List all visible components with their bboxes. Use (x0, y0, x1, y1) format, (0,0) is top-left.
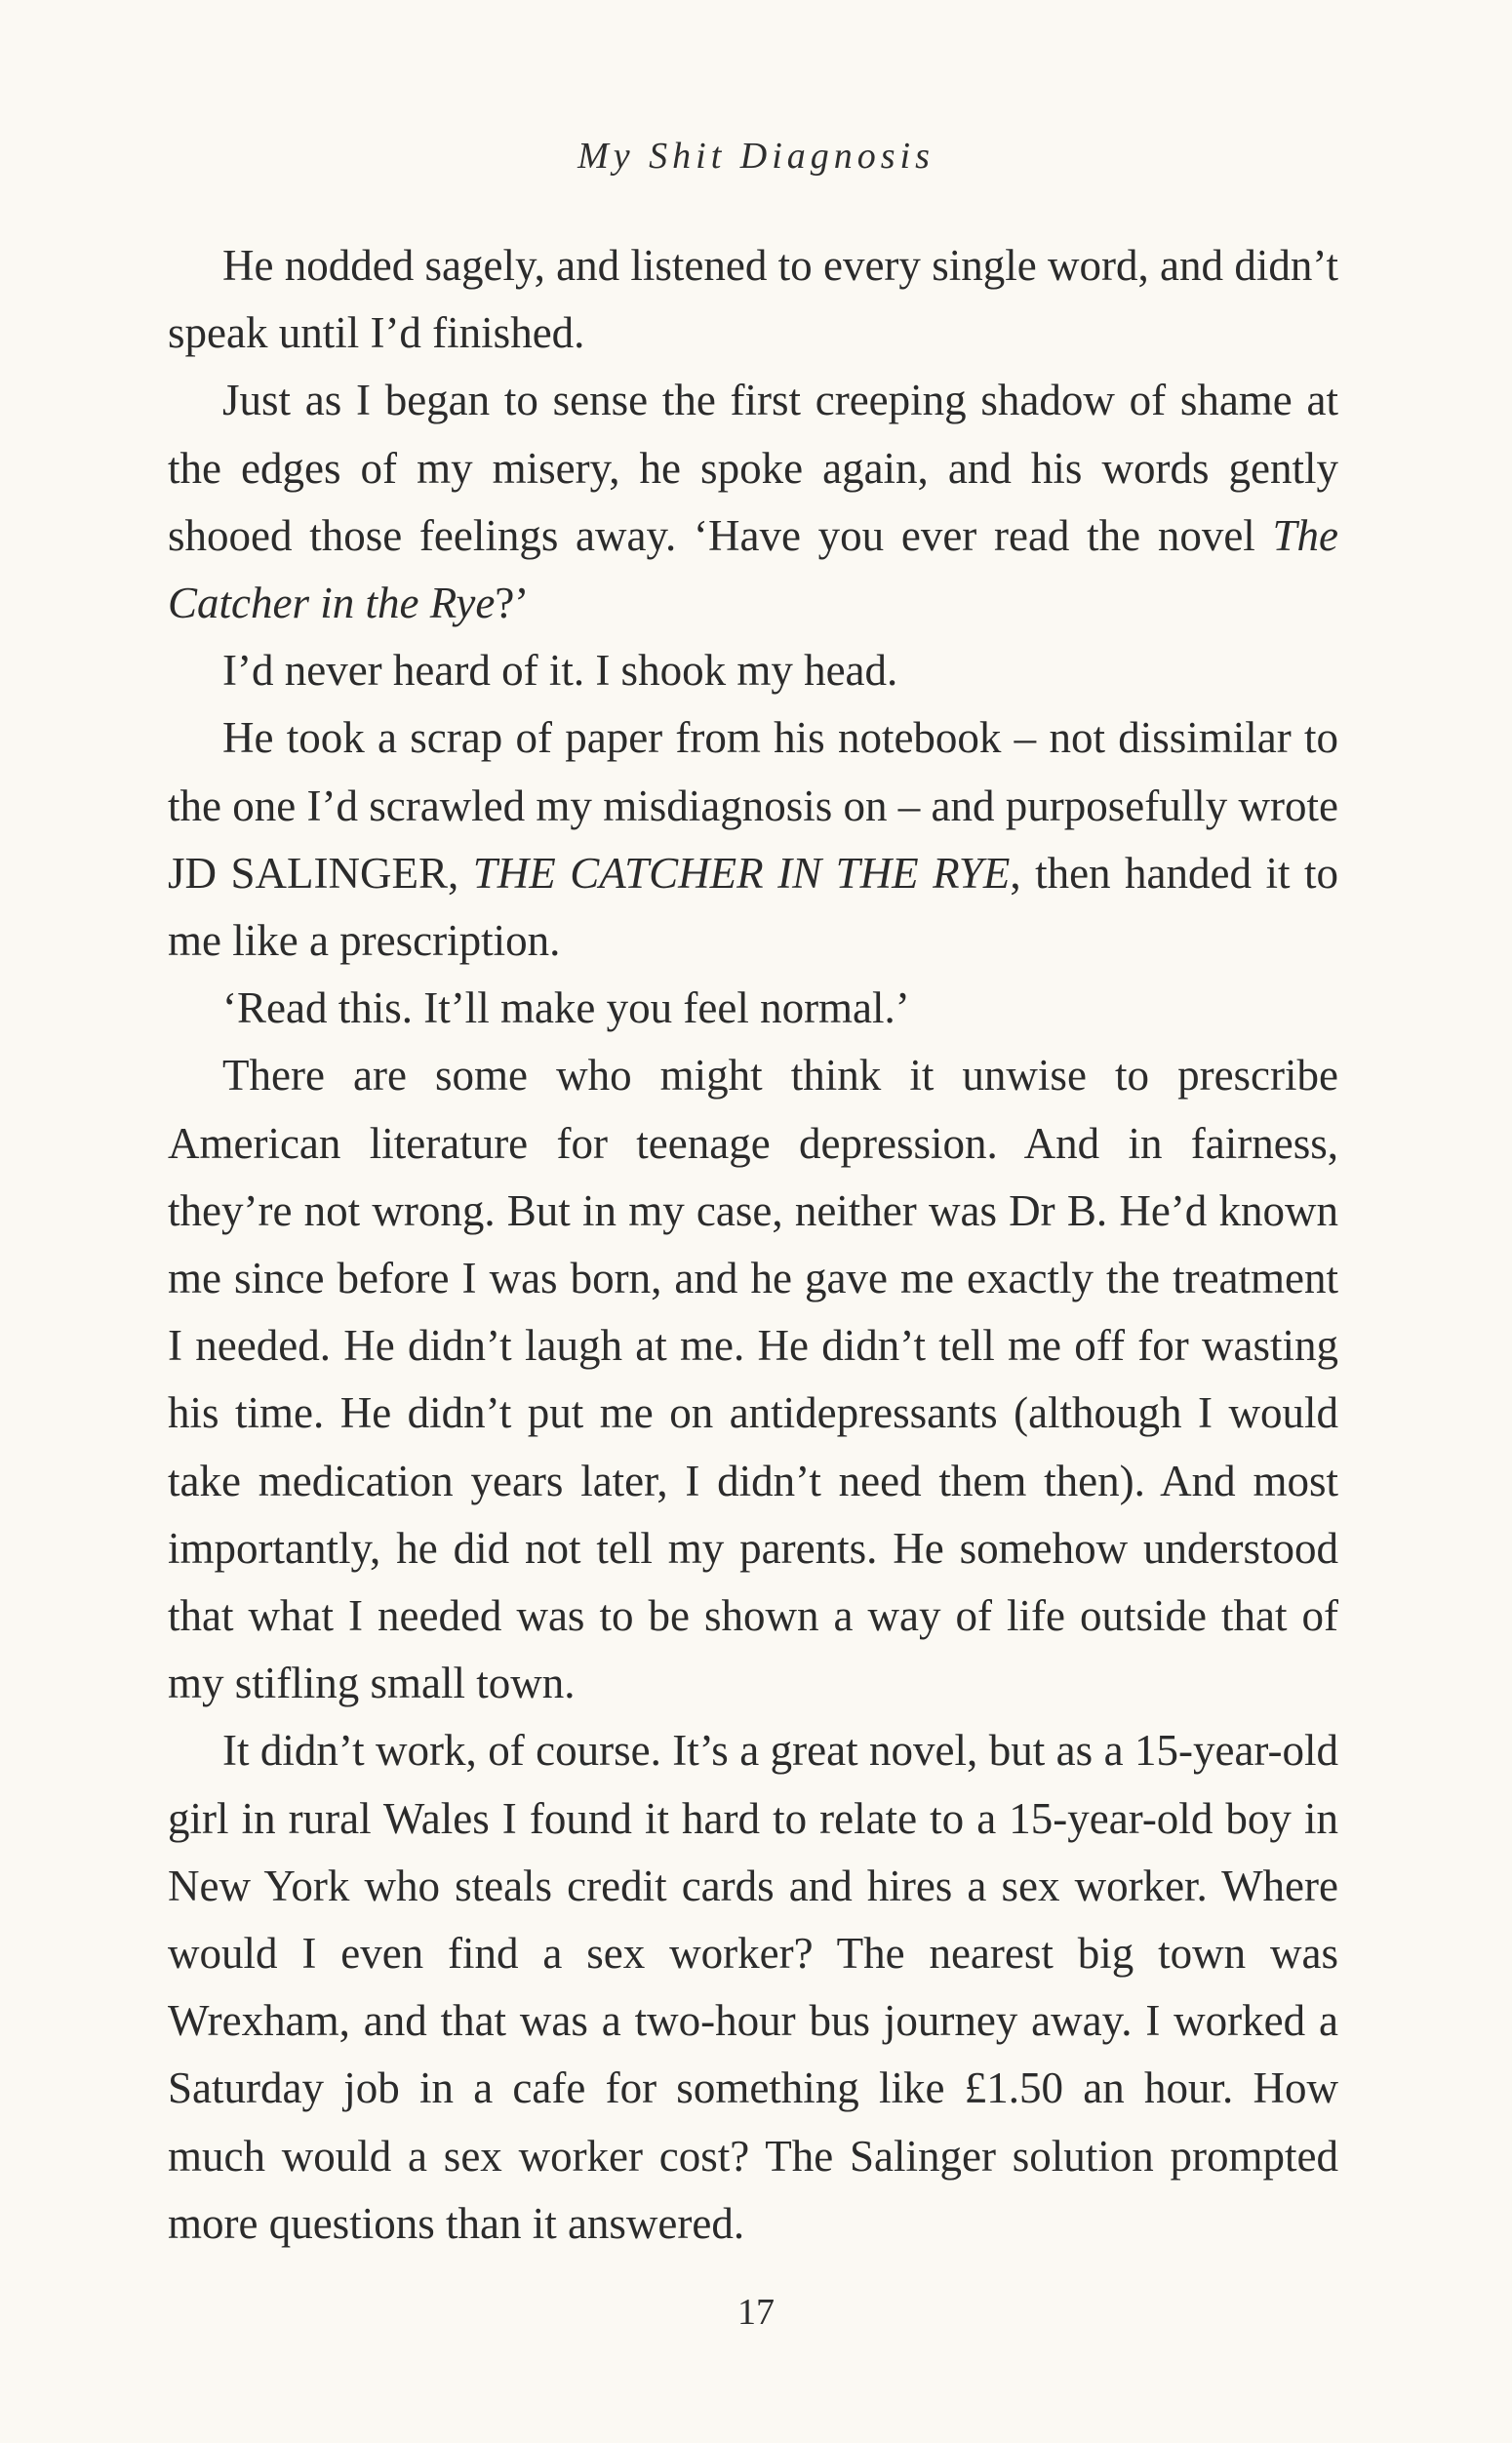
paragraph-5: ‘Read this. It’ll make you feel normal.’ (222, 983, 910, 1033)
book-title-italic: The Catcher in the Rye (168, 510, 1338, 628)
running-head: My Shit Diagnosis (577, 136, 935, 177)
paragraph-1: He nodded sagely, and listened to every single word, and didn’t speak until I’d finished. (168, 241, 1338, 358)
paragraph-2-text-before: Just as I began to sense the first creeping shadow of shame at the edges of my misery, he spoke again, and his words gently shooed those feelings away. ‘Have you ever read the novel (168, 376, 1338, 560)
paragraph-7: It didn’t work, of course. It’s a great novel, but as a 15-year-old girl in rural Wales I found it hard to relate to a 15-year-old boy in New York who steals credit cards and hires a sex worker. Where would I even find a sex worker? The nearest big town was Wrexham, and that was a two-hour bus journey away. I worked a Saturday job in a cafe for something like £1.50 an hour. How much would a sex worker cost? The Salinger solution prompted more questions than it answered. (168, 1726, 1338, 2248)
paragraph-4 (168, 704, 1338, 975)
paragraph-2-text-after: ?’ (495, 579, 530, 628)
paragraph-4-text-before: He took a scrap of paper from his notebook – not dissimilar to the one I’d scrawled my misdiagnosis on – and purposefully wrote JD SALINGER, (168, 713, 1338, 898)
book-title-caps-italic: THE CATCHER IN THE RYE (472, 848, 1011, 898)
paragraph-4-text-after: , then handed it to me like a prescription. (168, 848, 1339, 966)
body-text (168, 232, 1338, 2258)
paragraph-6: There are some who might think it unwise to prescribe American literature for teenage depression. And in fairness, they’re not wrong. But in my case, neither was Dr B. He’d known me since before I was born, and he gave me exactly the treatment I needed. He didn’t laugh at me. He didn’t tell me off for wasting his time. He didn’t put me on antidepressants (although I would take medication years later, I didn’t need them then). And most importantly, he did not tell my parents. He somehow understood that what I needed was to be shown a way of life outside that of my stifling small town. (168, 1051, 1338, 1708)
page-number: 17 (737, 2292, 775, 2333)
paragraph-3: I’d never heard of it. I shook my head. (222, 646, 898, 696)
paragraph-2 (168, 367, 1338, 637)
